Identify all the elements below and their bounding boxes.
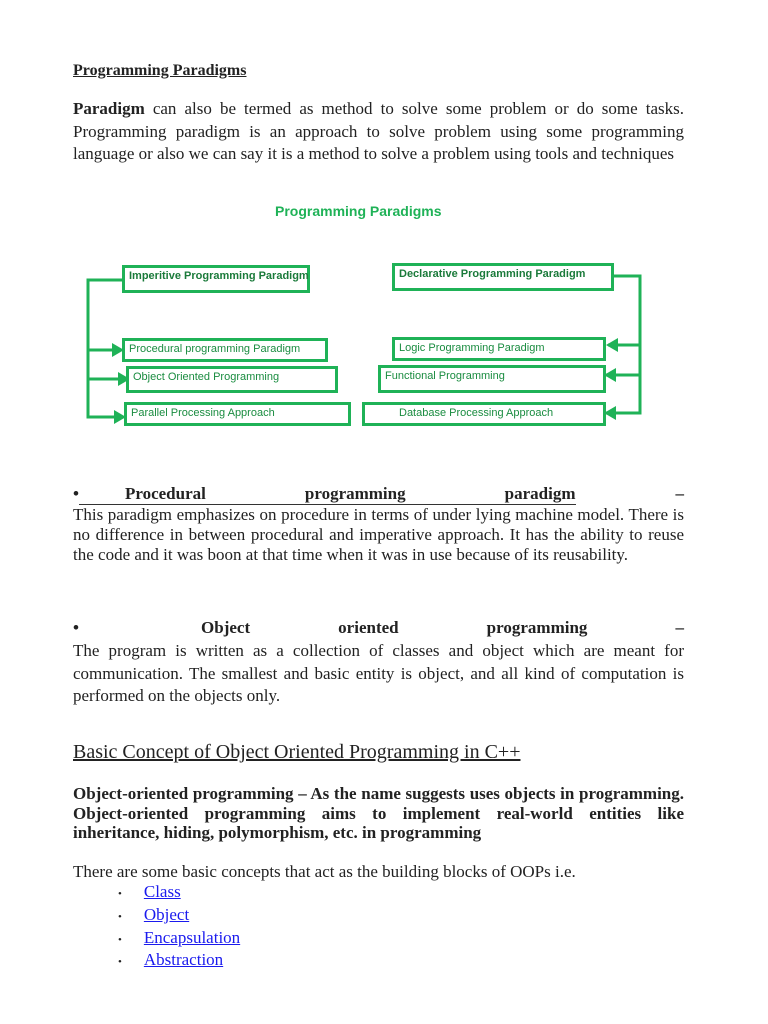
bullet-dot: • [118, 956, 122, 969]
oop-bullet-heading [73, 618, 684, 638]
declarative-root-box: Declarative Programming Paradigm [392, 263, 614, 291]
oop-definition: Object-oriented programming – As the name suggests uses objects in programming. Object-oriented programming aims to implement real-world entities like inheritance, hiding, polymorphism, etc. in programming [73, 784, 684, 842]
heading-word: Procedural [124, 484, 206, 503]
page-title: Programming Paradigms [73, 62, 247, 79]
intro-bold-term: Paradigm [73, 99, 145, 118]
concepts-intro: There are some basic concepts that act as the building blocks of OOPs i.e. [73, 862, 576, 881]
list-item [118, 928, 240, 951]
bullet-dot: • [73, 618, 79, 637]
procedural-bullet-heading [73, 484, 684, 505]
list-item [118, 950, 240, 973]
heading-dash: – [675, 484, 684, 503]
list-item [118, 882, 240, 905]
bullet-dot: • [118, 910, 122, 923]
arrow-right-1 [606, 338, 618, 352]
intro-paragraph [73, 98, 684, 166]
heading-word: programming [486, 618, 588, 637]
imperative-root-box: Imperitive Programming Paradigm [122, 265, 310, 293]
heading-word: Object [201, 618, 251, 637]
list-item [118, 905, 240, 928]
bullet-dot: • [118, 933, 122, 946]
heading-word: paradigm [504, 484, 576, 503]
procedural-box: Procedural programming Paradigm [122, 338, 328, 362]
procedural-underlined-heading [79, 484, 576, 505]
link-encapsulation[interactable]: Encapsulation [143, 927, 241, 947]
oop-box: Object Oriented Programming [126, 366, 338, 393]
bullet-dot: • [118, 888, 122, 900]
logic-box: Logic Programming Paradigm [392, 337, 606, 361]
functional-box: Functional Programming [378, 365, 606, 393]
intro-text: can also be termed as method to solve some problem or do some tasks. Programming paradigm is an approach to solve problem using some programming language or also we can say it is a method to solve a problem using tools and techniques [73, 99, 684, 163]
diagram-title: Programming Paradigms [275, 203, 442, 219]
bullet-dot: • [73, 484, 79, 503]
link-abstraction[interactable]: Abstraction [143, 950, 224, 970]
concepts-list [118, 882, 240, 973]
heading-word: oriented [338, 618, 399, 637]
oop-paragraph: The program is written as a collection of classes and object which are meant for communication. The smallest and basic entity is object, and all kind of computation is performed on the objects only. [73, 641, 684, 705]
database-box: Database Processing Approach [362, 402, 606, 426]
paradigms-diagram [0, 195, 768, 445]
link-class[interactable]: Class [143, 882, 181, 901]
link-object[interactable]: Object [143, 904, 190, 924]
parallel-box: Parallel Processing Approach [124, 402, 351, 426]
heading-dash: – [675, 618, 684, 637]
heading-word: programming [304, 484, 406, 503]
section-heading: Basic Concept of Object Oriented Programming in C++ [73, 741, 521, 763]
procedural-paragraph: This paradigm emphasizes on procedure in terms of under lying machine model. There is no difference in between procedural and imperative approach. It has the ability to reuse the code and it was boon at that time when it was in use because of its reusability. [73, 505, 684, 564]
